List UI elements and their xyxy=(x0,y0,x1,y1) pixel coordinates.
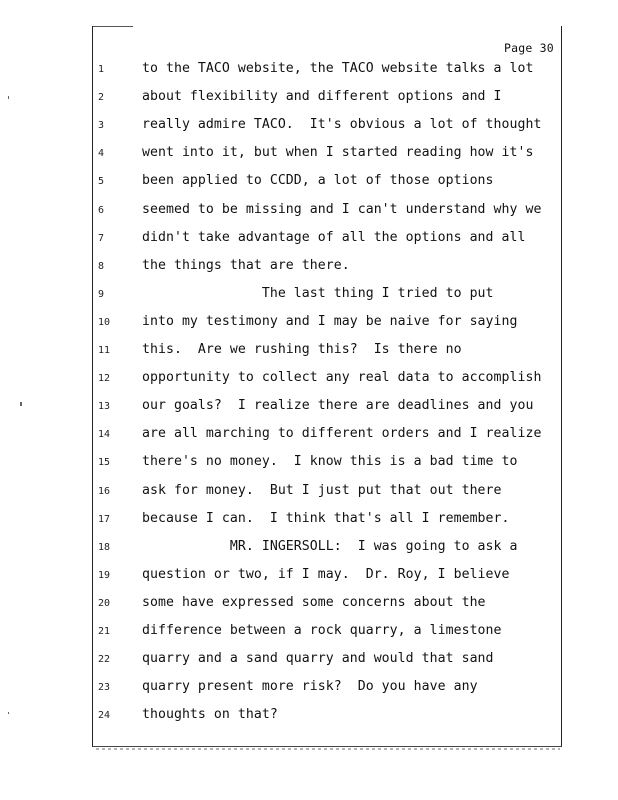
transcript-line-text: there's no money. I know this is a bad time to xyxy=(142,454,518,469)
transcript-line-text: thoughts on that? xyxy=(142,707,278,722)
line-number: 12 xyxy=(98,373,111,384)
transcript-line-text: seemed to be missing and I can't understand why we xyxy=(142,202,542,217)
transcript-line-text: quarry and a sand quarry and would that sand xyxy=(142,651,494,666)
transcript-line-text: because I can. I think that's all I remember. xyxy=(142,511,510,526)
scan-speck xyxy=(8,712,9,714)
line-number: 1 xyxy=(98,64,105,75)
transcript-line-text: difference between a rock quarry, a limestone xyxy=(142,623,502,638)
line-number: 5 xyxy=(98,176,105,187)
line-number: 10 xyxy=(98,317,111,328)
transcript-line-text: about flexibility and different options and I xyxy=(142,89,502,104)
transcript-line-text: ask for money. But I just put that out there xyxy=(142,483,502,498)
transcript-line-text: quarry present more risk? Do you have any xyxy=(142,679,478,694)
line-number: 22 xyxy=(98,654,111,665)
line-number: 14 xyxy=(98,429,111,440)
line-number: 23 xyxy=(98,682,111,693)
transcript-line-text: been applied to CCDD, a lot of those options xyxy=(142,173,494,188)
line-number: 4 xyxy=(98,148,105,159)
transcript-line-text: some have expressed some concerns about the xyxy=(142,595,486,610)
transcript-line-text: our goals? I realize there are deadlines and you xyxy=(142,398,534,413)
transcript-line-text: went into it, but when I started reading how it's xyxy=(142,145,534,160)
line-number: 19 xyxy=(98,570,111,581)
transcript-line-text: this. Are we rushing this? Is there no xyxy=(142,342,462,357)
line-number: 2 xyxy=(98,92,105,103)
line-number: 21 xyxy=(98,626,111,637)
page-number-label: Page 30 xyxy=(504,41,554,55)
transcript-line-text: to the TACO website, the TACO website talks a lot xyxy=(142,61,534,76)
transcript-line-text: MR. INGERSOLL: I was going to ask a xyxy=(142,539,518,554)
line-number: 15 xyxy=(98,457,111,468)
page-bottom-edge xyxy=(96,748,560,750)
transcript-page-frame xyxy=(92,26,562,747)
line-number: 20 xyxy=(98,598,111,609)
line-number: 24 xyxy=(98,710,111,721)
line-number: 16 xyxy=(98,486,111,497)
transcript-line-text: The last thing I tried to put xyxy=(142,286,494,301)
line-number: 8 xyxy=(98,261,105,272)
transcript-line-text: into my testimony and I may be naive for saying xyxy=(142,314,518,329)
transcript-line-text: are all marching to different orders and I realize xyxy=(142,426,542,441)
transcript-line-text: really admire TACO. It's obvious a lot of thought xyxy=(142,117,542,132)
line-number: 7 xyxy=(98,233,105,244)
line-number: 18 xyxy=(98,542,111,553)
transcript-line-text: question or two, if I may. Dr. Roy, I believe xyxy=(142,567,510,582)
line-number: 9 xyxy=(98,289,105,300)
transcript-line-text: opportunity to collect any real data to accomplish xyxy=(142,370,542,385)
line-number: 3 xyxy=(98,120,105,131)
scan-speck xyxy=(8,96,9,99)
frame-top-mark xyxy=(93,26,133,27)
line-number: 6 xyxy=(98,205,105,216)
line-number: 17 xyxy=(98,514,111,525)
line-number: 13 xyxy=(98,401,111,412)
scan-speck xyxy=(20,402,22,406)
transcript-line-text: didn't take advantage of all the options and all xyxy=(142,230,526,245)
line-number: 11 xyxy=(98,345,111,356)
transcript-line-text: the things that are there. xyxy=(142,258,350,273)
